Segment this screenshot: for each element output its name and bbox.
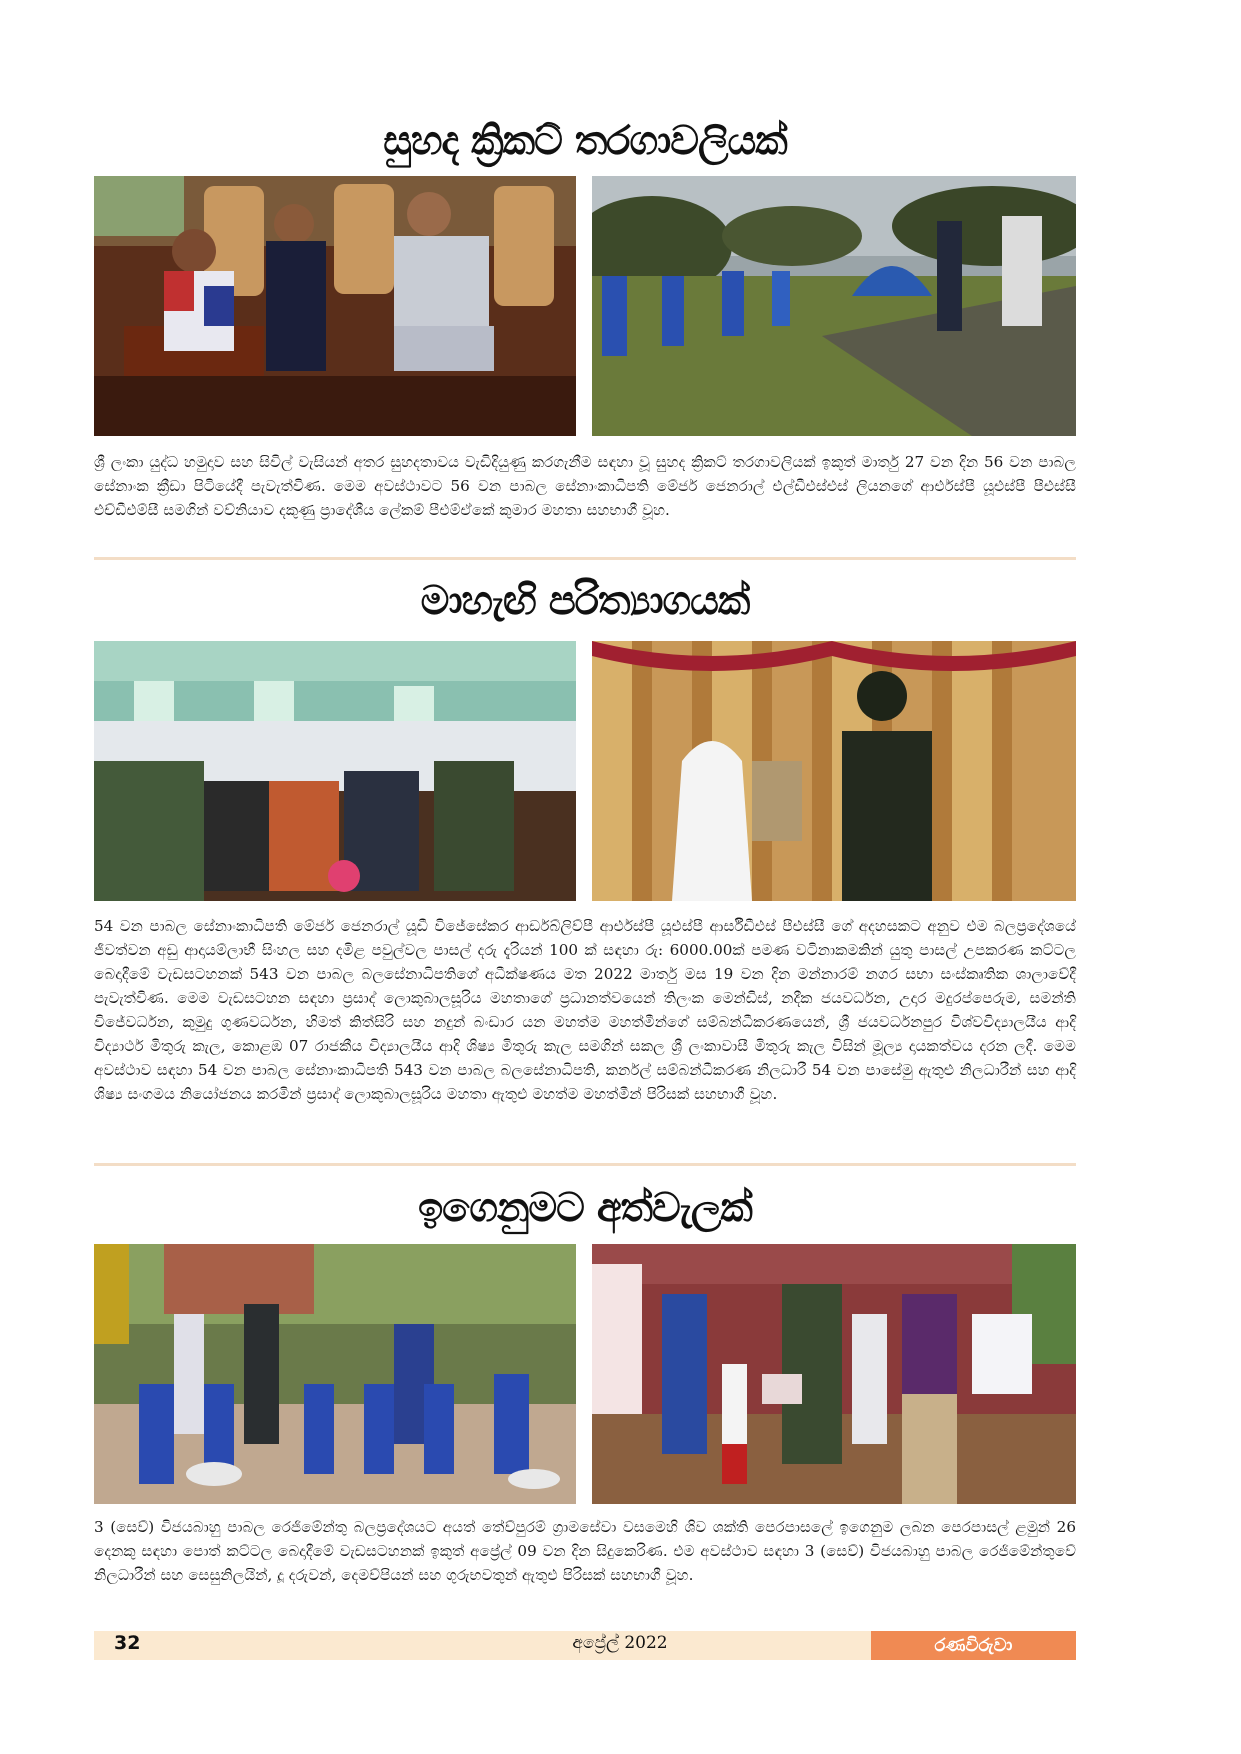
education-caption: 3 (සෙව්) විජයබාහු පාබල රෙජිමේන්තු බලප්‍රදේශයට අයත් තේව්පුරම් ග්‍රාමසේවා වසමෙහි ශිව ශක්ති පෙරපාසලේ ඉගෙනුම ලබන පෙරපාසල් ළමුන් 26 දෙනකු සඳහා පොත් කට්ටල බෙදාදීමේ වැඩසටහනක් ඉකුත් අප්‍රේල් 09 වන දින සිදුකෙරිණ. එම අවස්ථාව සඳහා 3 (සෙව්) විජයබාහු පාබල රෙජිමේන්තුවේ නිලධාරීන් සහ සෙසුනිලයින්, දූ දරුවන්, දෙමව්පියන් සහ ගුරුභවතුන් ඇතුළු පිරිසක් සහභාගී වූහ. [94,1518,1076,1584]
preschool-children-welcome-photo [94,1244,576,1504]
officer-handing-bag-photo [592,641,1076,901]
section-divider [94,557,1076,560]
donation-caption: 54 වන පාබල සේනාංකාධිපති මේජර් ජෙනරාල් යූඩී විජේසේකර ආර්ඩබ්ලිව්පී ආර්එස්පී යූඑස්පී ආර්සීඩීඑස් පීඑස්සී ගේ අදහසකට අනුව එම බලප්‍රදේශයේ ජීවත්වන අඩු ආදායම්ලාභී සිංහල සහ දමිළ පවුල්වල පාසල් දරු දැරියන් 100 ක් සඳහා රු: 6000.00ක් පමණ වටිනාකමකින් යුතු පාසල් උපකරණ කට්ටල බෙදාදීමේ වැඩසටහනක් 543 වන පාබල බලසේනාධිපතිගේ අධීක්ෂණය මත 2022 මාර්තු මස 19 වන දින මන්නාරම් නගර සභා සංස්කෘතික ශාලාවේදී පැවැත්විණ. මෙම වැඩසටහන සඳහා ප්‍රසාද් ලොකුබාලසූරිය මහතාගේ ප්‍රධානත්වයෙන් තිලංක මෙන්ඩිස්, නදීක ජයවර්ධන, උදාර මදුරප්පෙරුම, සමන්ති විජේවර්ධන, කුමුදු ගුණවර්ධන, හිමත් කිත්සිරි සහ නදුන් බංඩාර යන මහත්ම මහත්මීන්ගේ සම්බන්ධීකරණයෙන්, ශ්‍රී ජයවර්ධනපුර විශ්වවිද්‍යාලයීය ආදි විද්‍යාර්ථ මිතුරු කැල, කොළඹ 07 රාජකීය විද්‍යාලයීය ආදි ශිෂ්‍ය මිතුරු කැල සමගින් සකල ශ්‍රී ලංකාවාසී මිතුරු කැල විසින් මූල්‍ය දායකත්වය දරන ලදී. මෙම අවස්ථාව සඳහා 54 වන පාබල සේනාංකාධිපති 543 වන පාබල බලසේනාධිපති, කර්නල් සම්බන්ධීකරණ නිලධාරී 54 වන පාසේමු ඇතුළු නිලධාරීන් සහ ආදි ශිෂ්‍ය සංගමය නියෝජනය කරමින් ප්‍රසාද් ලොකුබාලසූරිය මහතා ඇතුළු මහත්ම මහත්මීන් පිරිසක් සහභාගී වූහ. [94,917,1076,1103]
cricket-field-players-photo [592,176,1076,436]
magazine-name: රණවිරුවා [871,1631,1076,1660]
hall-audience-seated-photo [94,641,576,901]
section-heading-education: ඉගෙනුමට අත්වැලක් [418,1185,752,1231]
cricket-caption: ශ්‍රී ලංකා යුද්ධ හමුදාව සහ සිවිල් වැසියන් අතර සුහදතාවය වැඩිදියුණු කරගැනීම සඳහා වූ සුහද ක්‍රිකට් තරගාවලියක් ඉකුත් මාර්තු 27 වන දින 56 වන පාබල සේනාංක ක්‍රීඩා පිටියේදී පැවැත්විණ. මෙම අවස්ථාවට 56 වන පාබල සේනාංකාධිපති මේජර් ජෙනරාල් එල්ඩීඑස්එස් ලියනගේ ආර්එස්පී යූඑස්පී පීඑස්සී එච්ඩීඑම්සී සමගින් වව්නියාව දකුණු ප්‍රාදේශීය ලේකම් පීඑම්ඒකේ කුමාර මහතා සහභාගී වූහ. [94,453,1076,519]
gift-distribution-photo [592,1244,1076,1504]
section-heading-cricket: සුහද ක්‍රිකට් තරගාවලියක් [383,118,787,164]
section-divider [94,1163,1076,1166]
section-heading-donation: මාහැඟි පරිත්‍යාගයක් [420,578,750,624]
cricket-guests-seated-photo [94,176,576,436]
page-number: 32 [114,1632,141,1654]
issue-date: අප්‍රේල් 2022 [572,1633,668,1653]
